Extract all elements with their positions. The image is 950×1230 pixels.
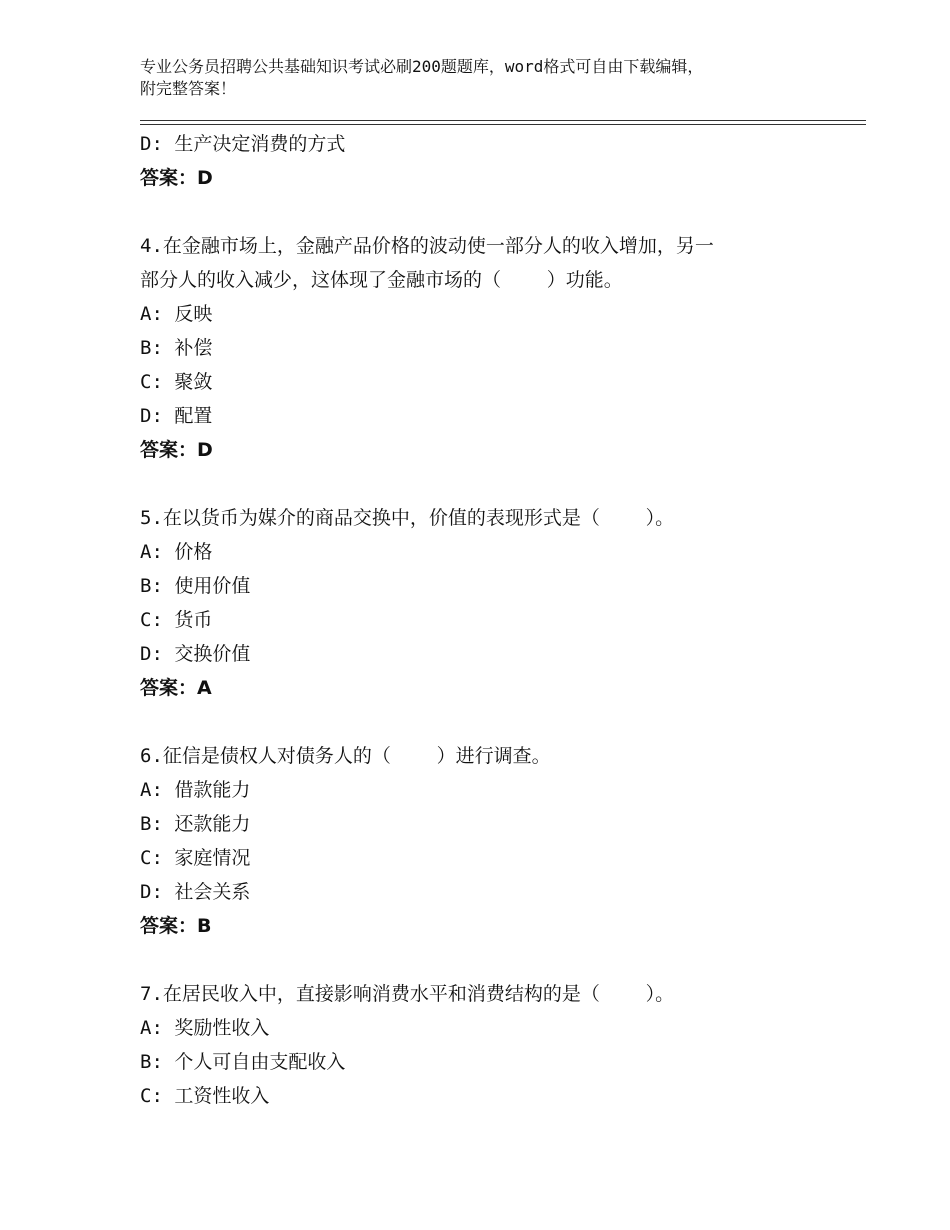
option-b: B: 个人可自由支配收入 — [140, 1051, 346, 1073]
option-a: A: 奖励性收入 — [140, 1017, 270, 1039]
option-b: B: 还款能力 — [140, 813, 251, 835]
option-b: B: 补偿 — [140, 337, 213, 359]
option-b: B: 使用价值 — [140, 575, 251, 597]
header-divider — [140, 120, 866, 125]
question-stem-line1: 6.征信是债权人对债务人的（ ）进行调查。 — [140, 745, 551, 767]
question-stem-line2: 部分人的收入减少，这体现了金融市场的（ ）功能。 — [140, 269, 623, 291]
question-6 — [140, 739, 820, 943]
option-c: C: 工资性收入 — [140, 1085, 270, 1107]
question-list — [140, 127, 820, 1113]
question-3-continued — [140, 127, 820, 195]
option-c: C: 家庭情况 — [140, 847, 251, 869]
answer-line: 答案：B — [140, 915, 212, 937]
question-5 — [140, 501, 820, 705]
option-d: D: 生产决定消费的方式 — [140, 133, 346, 155]
question-7 — [140, 977, 820, 1113]
option-a: A: 借款能力 — [140, 779, 251, 801]
option-c: C: 聚敛 — [140, 371, 213, 393]
page-header — [140, 56, 840, 100]
question-stem-line1: 7.在居民收入中，直接影响消费水平和消费结构的是（ ）。 — [140, 983, 675, 1005]
option-a: A: 反映 — [140, 303, 213, 325]
question-4 — [140, 229, 820, 467]
answer-line: 答案：A — [140, 677, 212, 699]
header-title-line2: 附完整答案！ — [140, 79, 237, 98]
header-title-line1: 专业公务员招聘公共基础知识考试必刷200题题库，word格式可自由下载编辑， — [140, 57, 704, 76]
option-d: D: 交换价值 — [140, 643, 251, 665]
option-d: D: 社会关系 — [140, 881, 251, 903]
question-stem-line1: 5.在以货币为媒介的商品交换中，价值的表现形式是（ ）。 — [140, 507, 675, 529]
answer-line: 答案：D — [140, 167, 213, 189]
option-a: A: 价格 — [140, 541, 213, 563]
question-stem-line1: 4.在金融市场上，金融产品价格的波动使一部分人的收入增加，另一 — [140, 235, 714, 257]
option-c: C: 货币 — [140, 609, 213, 631]
option-d: D: 配置 — [140, 405, 213, 427]
answer-line: 答案：D — [140, 439, 213, 461]
